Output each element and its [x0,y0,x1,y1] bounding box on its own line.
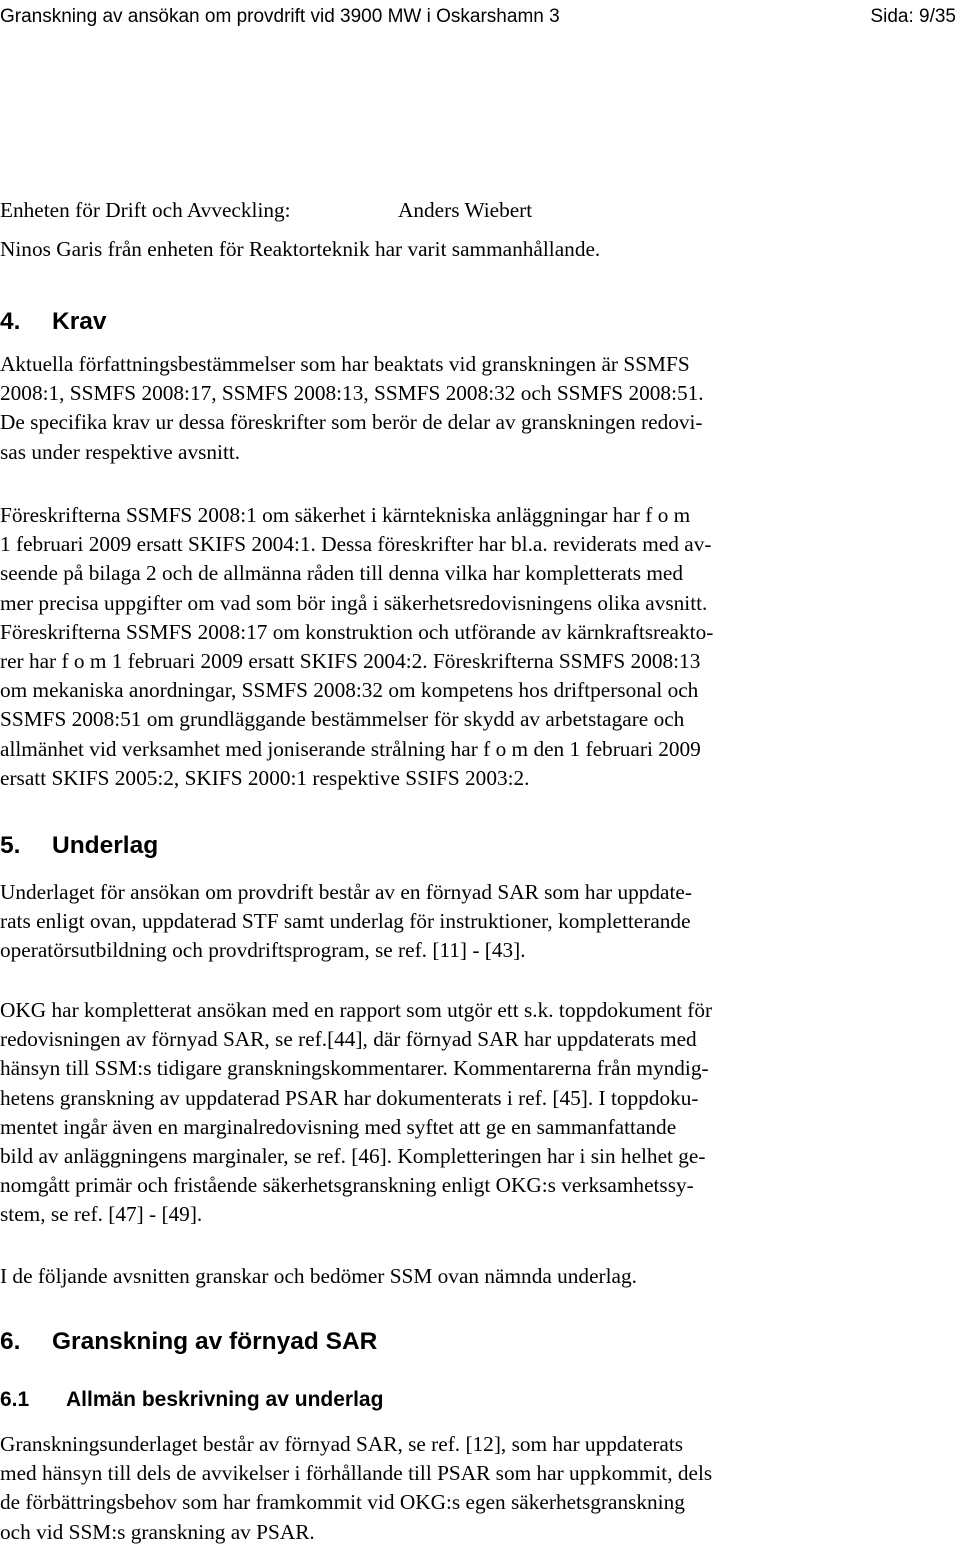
text-line: nomgått primär och fristående säkerhetsgranskning enligt OKG:s verksamhetssy- [0,1173,694,1198]
section-6-1-title: Allmän beskrivning av underlag [66,1388,384,1411]
text-line: OKG har kompletterat ansökan med en rapport som utgör ett s.k. toppdokument för [0,998,713,1022]
text-line: Underlaget för ansökan om provdrift består av en förnyad SAR som har uppdate- [0,880,692,904]
section-5-paragraph-2 [0,996,958,1230]
section-4-heading [0,308,106,336]
section-5-title: Underlag [52,832,159,859]
section-5-number: 5. [0,832,21,859]
text-line: Föreskrifterna SSMFS 2008:1 om säkerhet i kärntekniska anläggningar har f o m [0,503,691,527]
text-line: I de följande avsnitten granskar och bedömer SSM ovan nämnda underlag. [0,1264,637,1288]
text-line: rats enligt ovan, uppdaterad STF samt underlag för instruktioner, kompletterande [0,909,691,934]
section-4-paragraph-2 [0,501,958,793]
text-line: hetens granskning av uppdaterad PSAR har dokumenterats i ref. [45]. I toppdoku- [0,1085,699,1110]
section-6-title: Granskning av förnyad SAR [52,1328,378,1355]
section-6-1-number: 6.1 [0,1388,30,1411]
text-line: redovisningen av förnyad SAR, se ref.[44], där förnyad SAR har uppdaterats med [0,1027,697,1052]
section-4-number: 4. [0,308,21,335]
section-6-heading [0,1328,377,1356]
text-line: Granskningsunderlaget består av förnyad SAR, se ref. [12], som har uppdaterats [0,1432,684,1456]
text-line: Föreskrifterna SSMFS 2008:17 om konstruktion och utförande av kärnkraftsreakto- [0,619,714,644]
text-line: SSMFS 2008:51 om grundläggande bestämmelser för skydd av arbetstagare och [0,707,685,732]
text-line: bild av anläggningens marginaler, se ref. [46]. Kompletteringen har i sin helhet ge- [0,1143,706,1168]
page-header [0,6,956,36]
text-line: och vid SSM:s granskning av PSAR. [0,1519,315,1544]
section-4-title: Krav [52,308,107,335]
text-line: seende på bilaga 2 och de allmänna råden till denna vilka har kompletterats med [0,561,684,586]
header-title: Granskning av ansökan om provdrift vid 3900 MW i Oskarshamn 3 [0,6,560,27]
text-line: 2008:1, SSMFS 2008:17, SSMFS 2008:13, SSMFS 2008:32 och SSMFS 2008:51. [0,381,704,406]
text-line: mer precisa uppgifter om vad som bör ingå i säkerhetsredovisningens olika avsnitt. [0,590,708,615]
text-line: allmänhet vid verksamhet med joniserande strålning har f o m den 1 februari 2009 [0,736,701,761]
text-line: 1 februari 2009 ersatt SKIFS 2004:1. Dessa föreskrifter har bl.a. reviderats med av- [0,532,712,557]
section-5-heading [0,832,158,860]
text-line: de förbättringsbehov som har framkommit vid OKG:s egen säkerhetsgranskning [0,1490,685,1515]
text-line: om mekaniska anordningar, SSMFS 2008:32 om kompetens hos driftpersonal och [0,678,699,703]
contact-name: Anders Wiebert [398,198,533,222]
text-line: De specifika krav ur dessa föreskrifter som berör de delar av granskningen redovi- [0,410,703,435]
section-5-paragraph-3 [0,1262,958,1291]
section-4-paragraph-1 [0,350,958,467]
text-line: rer har f o m 1 februari 2009 ersatt SKIFS 2004:2. Föreskrifterna SSMFS 2008:13 [0,648,701,673]
text-line: stem, se ref. [47] - [49]. [0,1202,203,1227]
contact-note [0,237,958,267]
section-5-paragraph-1 [0,878,958,966]
text-line: hänsyn till SSM:s tidigare granskningskommentarer. Kommentarerna från myndig- [0,1056,709,1081]
section-6-1-heading [0,1388,383,1412]
section-6-number: 6. [0,1328,21,1355]
section-6-1-paragraph-1 [0,1430,958,1547]
text-line: operatörsutbildning och provdriftsprogram, se ref. [11] - [43]. [0,938,526,963]
page-number: Sida: 9/35 [870,6,956,27]
text-line: sas under respektive avsnitt. [0,439,241,464]
contact-row [0,198,958,228]
text-line: mentet ingår även en marginalredovisning med syftet att ge en sammanfattande [0,1114,677,1139]
contact-unit-label: Enheten för Drift och Avveckling: [0,198,291,222]
text-line: med hänsyn till dels de avvikelser i förhållande till PSAR som har uppkommit, dels [0,1461,713,1486]
text-line: Aktuella författningsbestämmelser som har beaktats vid granskningen är SSMFS [0,352,690,376]
contact-note-text: Ninos Garis från enheten för Reaktorteknik har varit sammanhållande. [0,237,601,261]
text-line: ersatt SKIFS 2005:2, SKIFS 2000:1 respektive SSIFS 2003:2. [0,765,530,790]
